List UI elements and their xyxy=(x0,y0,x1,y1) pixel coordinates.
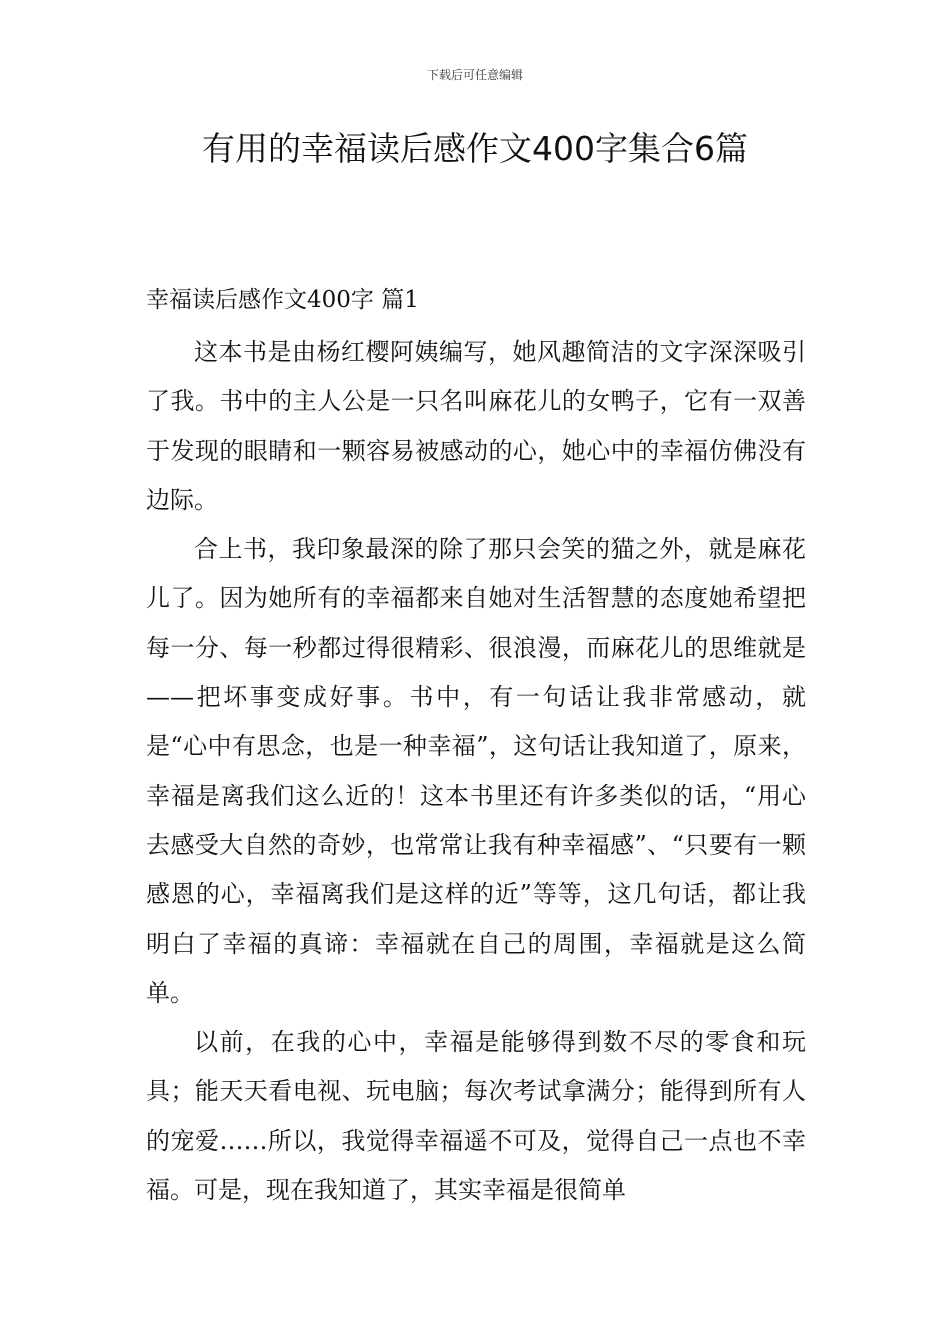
document-title: 有用的幸福读后感作文400字集合6篇 xyxy=(202,129,748,168)
paragraph-2: 合上书，我印象最深的除了那只会笑的猫之外，就是麻花儿了。因为她所有的幸福都来自她对生活智慧的态度她希望把每一分、每一秒都过得很精彩、很浪漫，而麻花儿的思维就是——把坏事变成好事。书中，有一句话让我非常感动，就是“心中有思念，也是一种幸福”，这句话让我知道了，原来，幸福是离我们这么近的！这本书里还有许多类似的话，“用心去感受大自然的奇妙，也常常让我有种幸福感”、“只要有一颗感恩的心，幸福离我们是这样的近”等等，这几句话，都让我明白了幸福的真谛：幸福就在自己的周围，幸福就是这么简单。 xyxy=(146,535,806,1007)
paragraph-1: 这本书是由杨红樱阿姨编写，她风趣简洁的文字深深吸引了我。书中的主人公是一只名叫麻花儿的女鸭子，它有一双善于发现的眼睛和一颗容易被感动的心，她心中的幸福仿佛没有边际。 xyxy=(146,338,806,514)
body-text xyxy=(146,328,806,1215)
paragraph-3: 以前，在我的心中，幸福是能够得到数不尽的零食和玩具；能天天看电视、玩电脑；每次考试拿满分；能得到所有人的宠爱……所以，我觉得幸福遥不可及，觉得自己一点也不幸福。可是，现在我知道了，其实幸福是很简单 xyxy=(146,1028,806,1205)
section-heading: 幸福读后感作文400字 篇1 xyxy=(146,287,419,313)
header-note: 下载后可任意编辑 xyxy=(426,68,523,82)
